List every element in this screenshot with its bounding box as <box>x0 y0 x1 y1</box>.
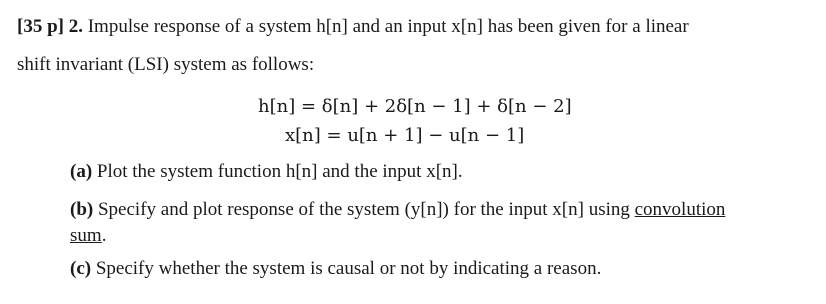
part-a-text: Plot the system function h[n] and the input x[n]. <box>96 161 463 182</box>
part-c-label: (c) <box>70 258 92 279</box>
problem-number: 2. <box>68 16 83 37</box>
equation-input-signal: x[n] = u[n + 1] − u[n − 1] <box>285 125 525 146</box>
part-b-suffix: . <box>101 225 107 246</box>
part-c-text: Specify whether the system is causal or not by indicating a reason. <box>95 258 602 279</box>
equation-impulse-response: h[n] = δ[n] + 2δ[n − 1] + δ[n − 2] <box>258 96 572 117</box>
part-b-continuation <box>70 225 106 247</box>
part-a-label: (a) <box>70 161 93 182</box>
points-label: [35 p] <box>17 16 64 37</box>
part-b <box>70 199 725 221</box>
problem-header-line <box>17 16 689 38</box>
intro-text-line2: shift invariant (LSI) system as follows: <box>17 54 315 75</box>
convolution-link-line2[interactable]: sum <box>70 225 102 246</box>
part-b-text: Specify and plot response of the system (y[n]) for the input x[n] using <box>97 199 630 220</box>
part-b-label: (b) <box>70 199 94 220</box>
part-a <box>70 161 463 183</box>
intro-text-line1: Impulse response of a system h[n] and an input x[n] has been given for a linear <box>87 16 689 37</box>
convolution-link-line1[interactable]: convolution <box>634 199 726 220</box>
part-c <box>70 258 601 280</box>
